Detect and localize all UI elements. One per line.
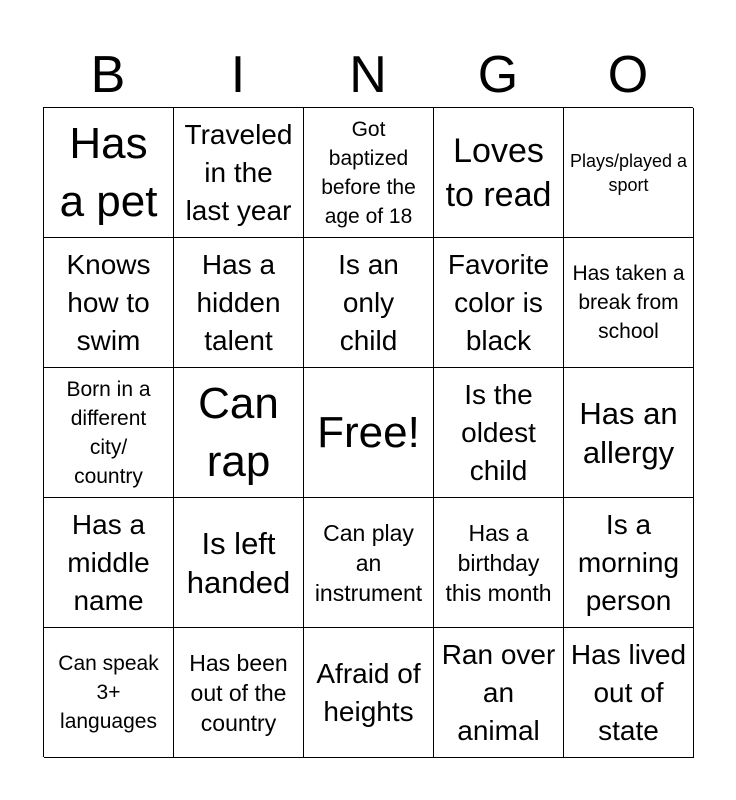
bingo-cell[interactable] bbox=[44, 108, 174, 238]
bingo-cell[interactable] bbox=[304, 498, 434, 628]
cell-text: Has been out of the country bbox=[189, 649, 288, 736]
bingo-cell[interactable] bbox=[564, 628, 694, 758]
bingo-cell[interactable] bbox=[44, 498, 174, 628]
cell-text: Is an only child bbox=[338, 248, 399, 356]
cell-text: Ran over an animal bbox=[441, 638, 556, 746]
bingo-cell[interactable] bbox=[434, 368, 564, 498]
bingo-cell[interactable] bbox=[304, 628, 434, 758]
cell-text: Can speak 3+ languages bbox=[58, 652, 159, 733]
header-letter-g: G bbox=[477, 46, 519, 104]
cell-text: Has a hidden talent bbox=[196, 248, 281, 356]
bingo-cell[interactable] bbox=[434, 238, 564, 368]
cell-text: Afraid of heights bbox=[316, 657, 421, 727]
bingo-cell[interactable] bbox=[304, 238, 434, 368]
cell-text: Born in a different city/ country bbox=[66, 377, 151, 488]
cell-text: Traveled in the last year bbox=[184, 118, 293, 226]
bingo-cell[interactable] bbox=[564, 498, 694, 628]
cell-text: Plays/played a sport bbox=[569, 150, 688, 195]
bingo-cell[interactable] bbox=[564, 238, 694, 368]
cell-text: Can rap bbox=[198, 378, 279, 486]
cell-text: Has an allergy bbox=[579, 395, 678, 470]
bingo-cell[interactable] bbox=[174, 628, 304, 758]
cell-text: Has a pet bbox=[59, 118, 158, 226]
cell-text: Has taken a break from school bbox=[572, 262, 685, 343]
cell-text: Has a middle name bbox=[67, 508, 150, 616]
bingo-header bbox=[43, 44, 693, 106]
bingo-cell[interactable] bbox=[44, 628, 174, 758]
cell-text: Can play an instrument bbox=[314, 519, 423, 606]
bingo-cell[interactable] bbox=[44, 368, 174, 498]
cell-text: Free! bbox=[317, 407, 420, 457]
cell-text: Got baptized before the age of 18 bbox=[321, 117, 416, 228]
bingo-cell[interactable] bbox=[174, 498, 304, 628]
header-letter-i: I bbox=[230, 46, 246, 104]
bingo-cell[interactable] bbox=[174, 368, 304, 498]
cell-text: Is the oldest child bbox=[461, 378, 536, 486]
cell-text: Has lived out of state bbox=[570, 638, 687, 746]
cell-text: Is a morning person bbox=[577, 508, 680, 616]
cell-text: Loves to read bbox=[445, 131, 552, 214]
bingo-cell[interactable] bbox=[304, 108, 434, 238]
bingo-board bbox=[43, 107, 693, 757]
bingo-cell[interactable] bbox=[174, 238, 304, 368]
cell-text: Knows how to swim bbox=[66, 248, 151, 356]
bingo-cell[interactable] bbox=[434, 628, 564, 758]
cell-text: Has a birthday this month bbox=[445, 519, 552, 606]
header-letter-o: O bbox=[607, 46, 649, 104]
bingo-cell[interactable] bbox=[434, 498, 564, 628]
bingo-cell[interactable] bbox=[174, 108, 304, 238]
header-letter-b: B bbox=[90, 46, 126, 104]
cell-text: Favorite color is black bbox=[447, 248, 550, 356]
bingo-cell[interactable] bbox=[434, 108, 564, 238]
bingo-cell[interactable] bbox=[564, 108, 694, 238]
cell-text: Is left handed bbox=[186, 525, 291, 600]
bingo-cell[interactable] bbox=[44, 238, 174, 368]
header-letter-n: N bbox=[349, 46, 387, 104]
bingo-cell[interactable] bbox=[304, 368, 434, 498]
bingo-cell[interactable] bbox=[564, 368, 694, 498]
